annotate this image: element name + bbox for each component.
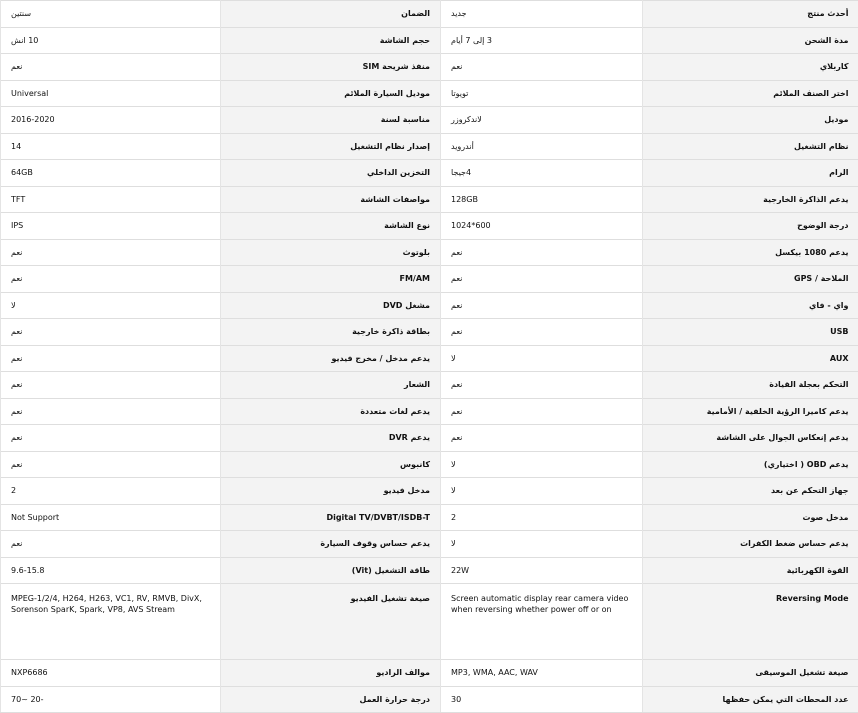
spec-label: FM/AM: [221, 266, 441, 293]
spec-row: [1, 345, 858, 372]
spec-row: [1, 319, 858, 346]
spec-value: -20 ~70: [1, 686, 221, 713]
spec-label: الضمان: [221, 1, 441, 28]
spec-row: [1, 398, 858, 425]
spec-value: لا: [441, 345, 643, 372]
spec-label: منفذ شريحة SIM: [221, 54, 441, 81]
spec-row: [1, 584, 858, 660]
spec-value: 30: [441, 686, 643, 713]
spec-value: لا: [441, 478, 643, 505]
spec-label: جهاز التحكم عن بعد: [643, 478, 858, 505]
spec-label: طاقة التشغيل (Vit): [221, 557, 441, 584]
spec-value: NXP6686: [1, 660, 221, 687]
spec-label: التخزين الداخلي: [221, 160, 441, 187]
spec-label: نظام التشغيل: [643, 133, 858, 160]
spec-value: 600*1024: [441, 213, 643, 240]
spec-label: مدخل فيديو: [221, 478, 441, 505]
spec-label: كانبوس: [221, 451, 441, 478]
spec-label: يدعم حساس وقوف السيارة: [221, 531, 441, 558]
spec-value: نعم: [1, 319, 221, 346]
spec-row: [1, 504, 858, 531]
spec-value: 2016-2020: [1, 107, 221, 134]
spec-row: [1, 213, 858, 240]
spec-label: كاربلاي: [643, 54, 858, 81]
spec-value: 2: [441, 504, 643, 531]
spec-label: USB: [643, 319, 858, 346]
spec-label: يدعم الذاكرة الخارجية: [643, 186, 858, 213]
spec-label: يدعم حساس ضغط الكفرات: [643, 531, 858, 558]
spec-value: Screen automatic display rear camera video when reversing whether power off or on: [441, 584, 643, 660]
spec-label: القوة الكهربائية: [643, 557, 858, 584]
spec-label: الشعار: [221, 372, 441, 399]
spec-row: [1, 1, 858, 28]
spec-label: أحدث منتج: [643, 1, 858, 28]
spec-label: يدعم مدخل / مخرج فيديو: [221, 345, 441, 372]
spec-row: [1, 160, 858, 187]
spec-value: MP3, WMA, AAC, WAV: [441, 660, 643, 687]
spec-label: يدعم إنعكاس الجوال على الشاشة: [643, 425, 858, 452]
spec-value: IPS: [1, 213, 221, 240]
spec-row: [1, 292, 858, 319]
spec-value: 9.6-15.8: [1, 557, 221, 584]
spec-label: يدعم لغات متعددة: [221, 398, 441, 425]
spec-value: لا: [1, 292, 221, 319]
spec-label: يدعم DVR: [221, 425, 441, 452]
spec-label: صيغة تشغيل الفيديو: [221, 584, 441, 660]
spec-value: نعم: [1, 266, 221, 293]
spec-value: نعم: [441, 425, 643, 452]
spec-value: نعم: [441, 292, 643, 319]
spec-row: [1, 133, 858, 160]
spec-value: نعم: [1, 531, 221, 558]
spec-label: بلوتوث: [221, 239, 441, 266]
spec-label: Reversing Mode: [643, 584, 858, 660]
spec-row: [1, 372, 858, 399]
spec-row: [1, 557, 858, 584]
spec-row: [1, 425, 858, 452]
spec-label: مناسبة لسنة: [221, 107, 441, 134]
specifications-table-body: [1, 1, 858, 713]
spec-label: نوع الشاشة: [221, 213, 441, 240]
spec-label: درجة حرارة العمل: [221, 686, 441, 713]
spec-value: 2: [1, 478, 221, 505]
spec-value: نعم: [441, 239, 643, 266]
spec-value: نعم: [1, 398, 221, 425]
spec-label: يدعم 1080 بيكسل: [643, 239, 858, 266]
spec-label: Digital TV/DVBT/ISDB-T: [221, 504, 441, 531]
spec-value: نعم: [1, 425, 221, 452]
spec-value: نعم: [441, 266, 643, 293]
spec-label: AUX: [643, 345, 858, 372]
spec-value: نعم: [441, 372, 643, 399]
spec-value: 3 إلى 7 أيام: [441, 27, 643, 54]
spec-value: 64GB: [1, 160, 221, 187]
spec-row: [1, 531, 858, 558]
spec-label: واي - فاي: [643, 292, 858, 319]
spec-value: نعم: [1, 372, 221, 399]
spec-label: الملاحة / GPS: [643, 266, 858, 293]
spec-label: إصدار نظام التشغيل: [221, 133, 441, 160]
spec-row: [1, 451, 858, 478]
spec-label: صيغة تشغيل الموسيقى: [643, 660, 858, 687]
spec-value: لاندكروزر: [441, 107, 643, 134]
spec-row: [1, 80, 858, 107]
spec-label: حجم الشاشة: [221, 27, 441, 54]
spec-value: جديد: [441, 1, 643, 28]
spec-value: 14: [1, 133, 221, 160]
spec-label: موديل: [643, 107, 858, 134]
spec-value: MPEG-1/2/4, H264, H263, VC1, RV, RMVB, DivX, Sorenson SparK, Spark, VP8, AVS Stream: [1, 584, 221, 660]
spec-label: مدة الشحن: [643, 27, 858, 54]
spec-label: موالف الراديو: [221, 660, 441, 687]
spec-value: تويوتا: [441, 80, 643, 107]
spec-row: [1, 266, 858, 293]
spec-value: TFT: [1, 186, 221, 213]
spec-label: يدعم كاميرا الرؤية الخلفية / الأمامية: [643, 398, 858, 425]
spec-row: [1, 27, 858, 54]
spec-row: [1, 186, 858, 213]
spec-value: نعم: [441, 319, 643, 346]
spec-label: بطاقة ذاكرة خارجية: [221, 319, 441, 346]
spec-label: التحكم بعجلة القيادة: [643, 372, 858, 399]
spec-label: الرام: [643, 160, 858, 187]
spec-value: أندرويد: [441, 133, 643, 160]
spec-value: 22W: [441, 557, 643, 584]
spec-row: [1, 686, 858, 713]
spec-value: نعم: [1, 239, 221, 266]
spec-value: Not Support: [1, 504, 221, 531]
spec-value: سنتين: [1, 1, 221, 28]
spec-label: مواصفات الشاشة: [221, 186, 441, 213]
spec-row: [1, 239, 858, 266]
spec-value: نعم: [1, 54, 221, 81]
spec-value: 4جيجا: [441, 160, 643, 187]
spec-label: مدخل صوت: [643, 504, 858, 531]
spec-row: [1, 107, 858, 134]
spec-value: Universal: [1, 80, 221, 107]
spec-value: 128GB: [441, 186, 643, 213]
spec-row: [1, 660, 858, 687]
spec-label: عدد المحطات التي يمكن حفظها: [643, 686, 858, 713]
spec-label: درجة الوضوح: [643, 213, 858, 240]
spec-label: اختر الصنف الملائم: [643, 80, 858, 107]
spec-value: نعم: [441, 398, 643, 425]
spec-value: نعم: [1, 451, 221, 478]
spec-label: موديل السيارة الملائم: [221, 80, 441, 107]
spec-label: يدعم OBD ( اختياري): [643, 451, 858, 478]
spec-row: [1, 478, 858, 505]
spec-value: 10 انش: [1, 27, 221, 54]
spec-value: لا: [441, 531, 643, 558]
spec-row: [1, 54, 858, 81]
spec-value: نعم: [441, 54, 643, 81]
spec-label: مشغل DVD: [221, 292, 441, 319]
spec-value: نعم: [1, 345, 221, 372]
spec-value: لا: [441, 451, 643, 478]
